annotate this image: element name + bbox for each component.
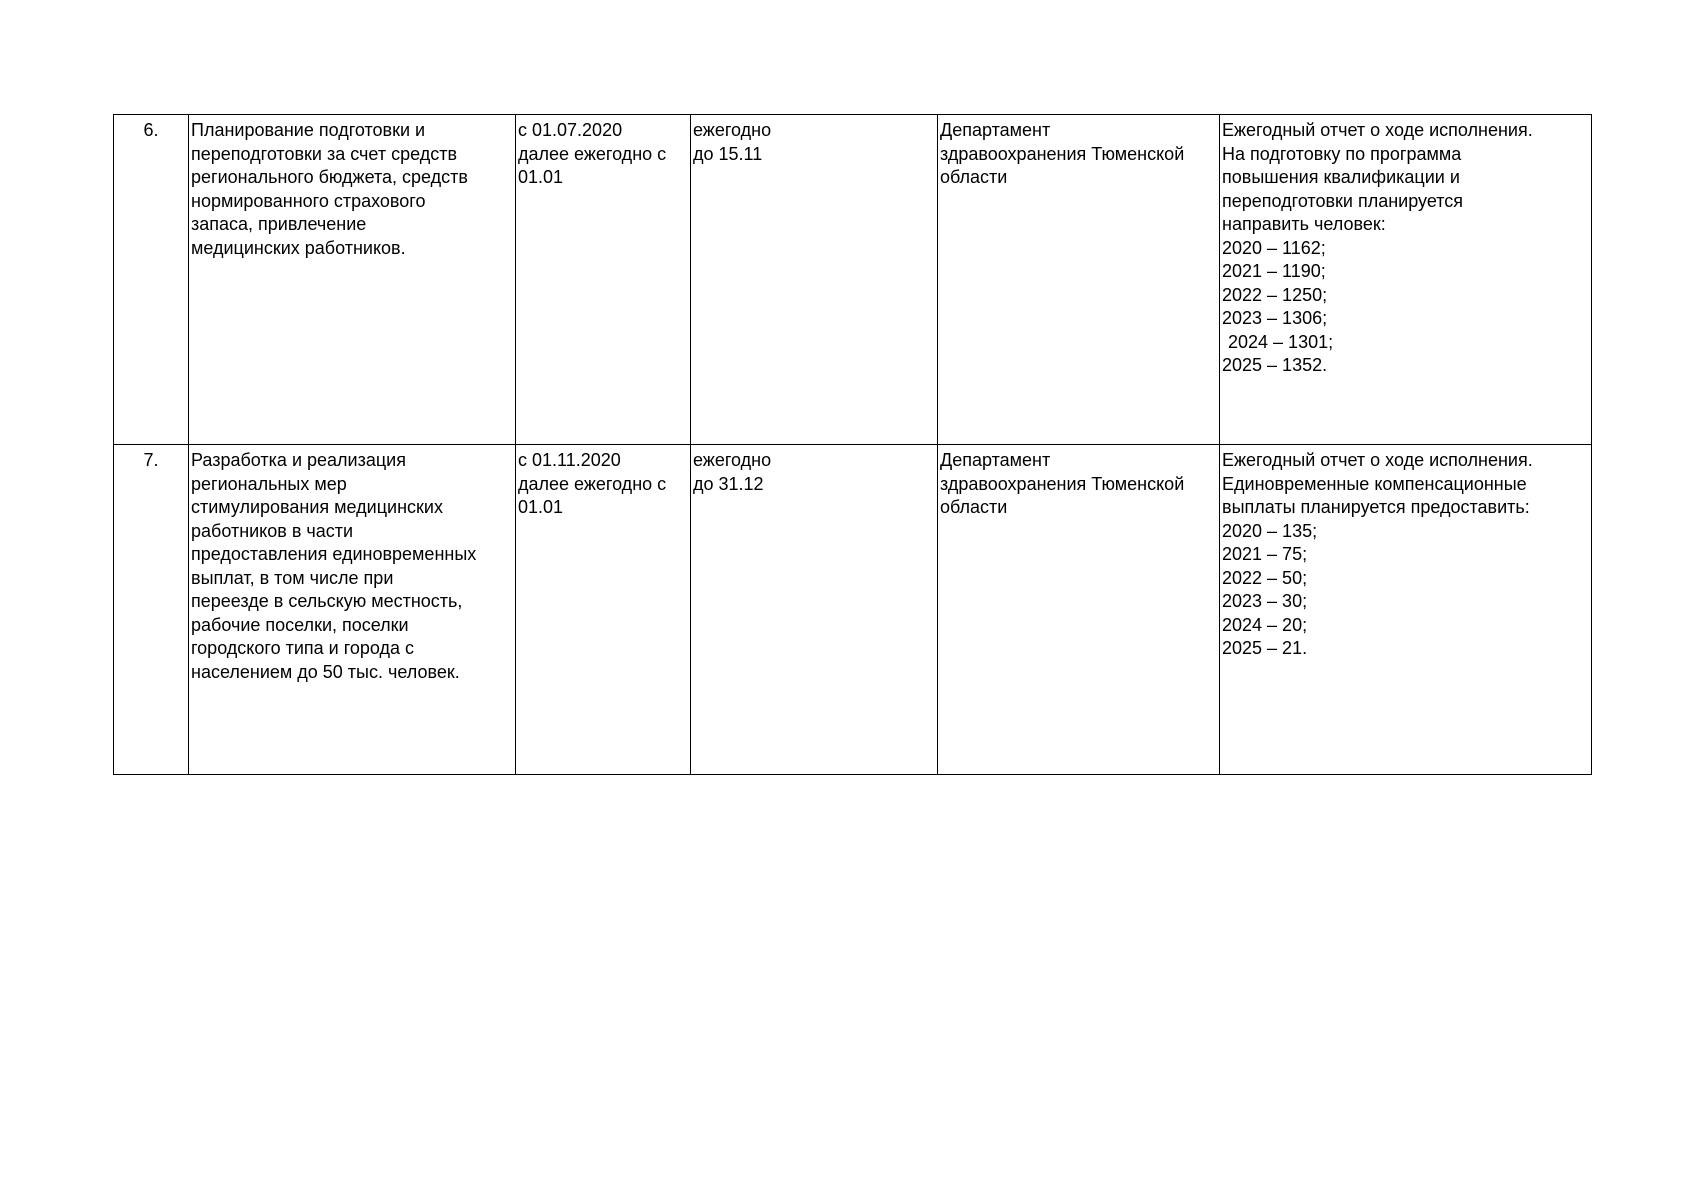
result-line: 2023 – 1306; [1222, 308, 1328, 328]
deadline-line: ежегодно [693, 450, 772, 470]
result-line: 2022 – 1250; [1222, 284, 1328, 305]
deadline-line: до 31.12 [693, 473, 764, 494]
result-line: повышения квалификации и [1222, 167, 1460, 187]
action-line: предоставления единовременных [191, 544, 477, 564]
responsible-line: здравоохранения Тюменской [940, 143, 1185, 164]
responsible-line: области [940, 497, 1008, 517]
result-line: Единовременные компенсационные [1222, 473, 1527, 494]
result-line: 2020 – 1162; [1222, 237, 1326, 258]
result-line: Ежегодный отчет о ходе исполнения. [1222, 450, 1533, 470]
start-line: с 01.11.2020 [518, 450, 621, 470]
deadline-line: до 15.11 [693, 143, 763, 164]
result-line: 2025 – 21. [1222, 638, 1308, 658]
action-line: рабочие поселки, поселки [191, 614, 409, 635]
start-date-cell [516, 445, 691, 775]
result-line: 2021 – 1190; [1222, 261, 1326, 281]
action-line: стимулирования медицинских [191, 497, 443, 517]
result-cell [1220, 445, 1592, 775]
action-line: Планирование подготовки и [191, 120, 426, 140]
action-line: нормированного страхового [191, 190, 426, 211]
result-line: 2024 – 1301; [1228, 331, 1334, 352]
responsible-line: Департамент [940, 120, 1051, 140]
deadline-cell [691, 445, 938, 775]
row-number: 7. [143, 450, 159, 470]
action-line: работников в части [191, 520, 354, 541]
result-line: 2025 – 1352. [1222, 355, 1328, 375]
action-line: региональных мер [191, 473, 347, 494]
result-line: 2023 – 30; [1222, 591, 1308, 611]
action-cell [189, 445, 516, 775]
action-line: городского типа и города с [191, 638, 415, 658]
action-line: Разработка и реализация [191, 450, 406, 470]
responsible-cell [938, 115, 1220, 445]
result-line: 2024 – 20; [1222, 614, 1308, 635]
start-line: далее ежегодно с [518, 143, 667, 164]
deadline-cell [691, 115, 938, 445]
start-date-cell [516, 115, 691, 445]
result-line: 2021 – 75; [1222, 544, 1308, 564]
start-line: далее ежегодно с [518, 473, 667, 494]
responsible-cell [938, 445, 1220, 775]
responsible-line: здравоохранения Тюменской [940, 473, 1185, 494]
action-line: выплат, в том числе при [191, 567, 394, 588]
start-line: 01.01 [518, 167, 564, 187]
table-row [114, 445, 1592, 775]
table-row [114, 115, 1592, 445]
result-line: направить человек: [1222, 214, 1386, 234]
responsible-line: области [940, 167, 1008, 187]
action-line: запаса, привлечение [191, 214, 367, 234]
result-line: На подготовку по программа [1222, 143, 1462, 164]
action-plan-table [113, 114, 1592, 775]
start-line: 01.01 [518, 497, 564, 517]
deadline-line: ежегодно [693, 120, 772, 140]
action-line: населением до 50 тыс. человек. [191, 661, 460, 682]
row-number: 6. [143, 120, 159, 140]
row-number-cell [114, 115, 189, 445]
row-number-cell [114, 445, 189, 775]
action-line: медицинских работников. [191, 237, 406, 258]
result-cell [1220, 115, 1592, 445]
result-line: переподготовки планируется [1222, 190, 1464, 211]
result-line: 2020 – 135; [1222, 520, 1318, 541]
result-line: 2022 – 50; [1222, 567, 1308, 588]
action-cell [189, 115, 516, 445]
action-line: переезде в сельскую местность, [191, 591, 463, 611]
action-line: переподготовки за счет средств [191, 143, 458, 164]
responsible-line: Департамент [940, 450, 1051, 470]
action-line: регионального бюджета, средств [191, 167, 468, 187]
result-line: Ежегодный отчет о ходе исполнения. [1222, 120, 1533, 140]
start-line: с 01.07.2020 [518, 120, 623, 140]
result-line: выплаты планируется предоставить: [1222, 497, 1530, 517]
